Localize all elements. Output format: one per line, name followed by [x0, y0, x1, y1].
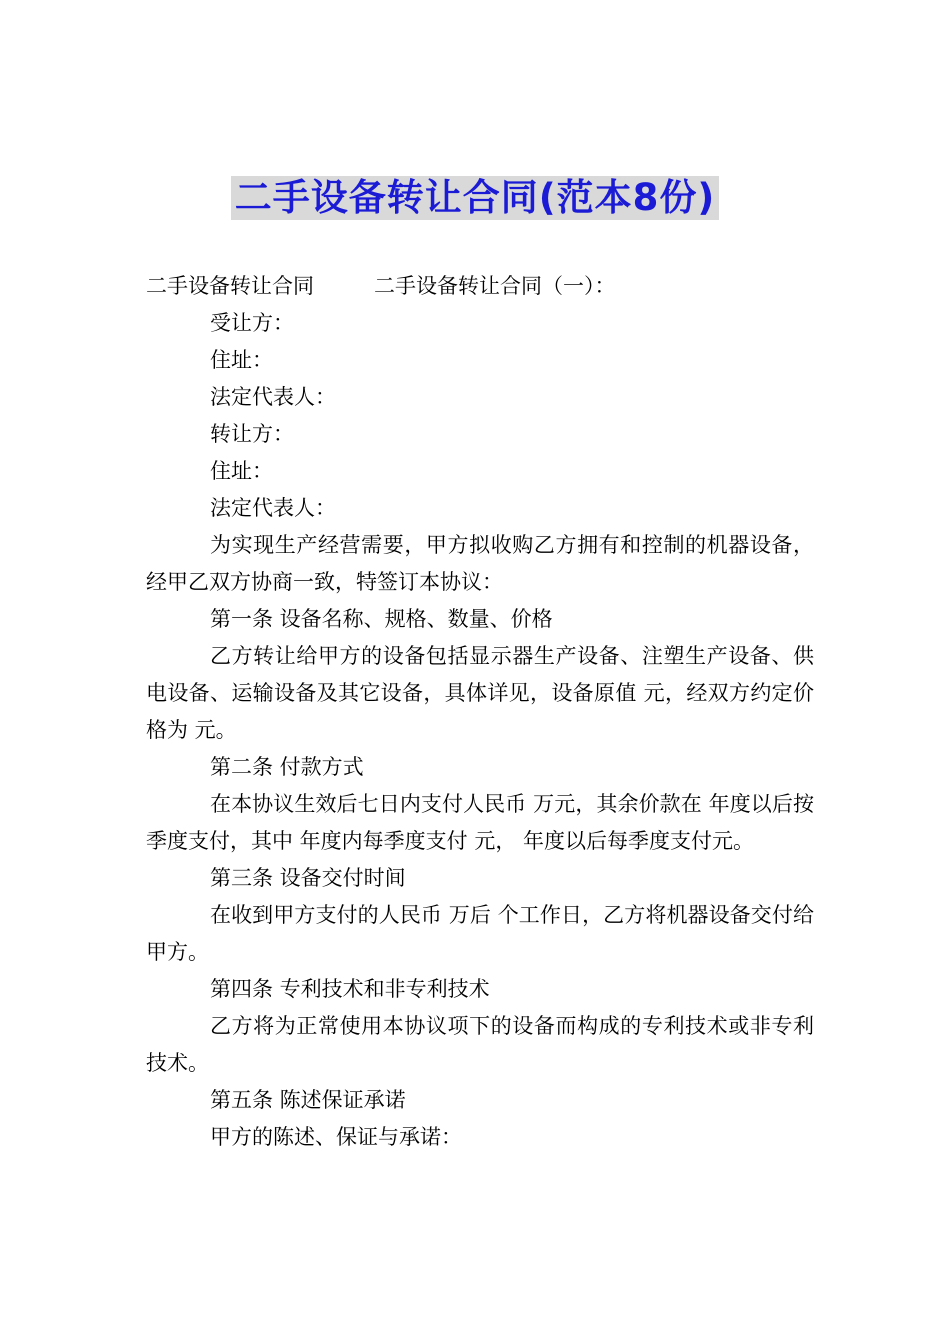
- text-line: 第三条 设备交付时间: [210, 866, 406, 890]
- first-line-right: 二手设备转让合同（一）：: [374, 274, 616, 298]
- paragraph: 在本协议生效后七日内支付人民币 万元，其余价款在 年度以后按季度支付，其中 年度内每季度支付 元， 年度以后每季度支付元。: [146, 792, 814, 853]
- paragraph: 在收到甲方支付的人民币 万后 个工作日，乙方将机器设备交付给甲方。: [146, 903, 814, 964]
- text-line: 住址：: [210, 348, 273, 372]
- text-line: 受让方：: [210, 311, 294, 335]
- first-line: [146, 268, 814, 305]
- text-line: 第一条 设备名称、规格、数量、价格: [210, 607, 553, 631]
- text-line: 转让方：: [210, 422, 294, 446]
- text-line: 第四条 专利技术和非专利技术: [210, 977, 490, 1001]
- document-title: 二手设备转让合同(范本8份): [231, 176, 720, 220]
- text-line: 甲方的陈述、保证与承诺：: [210, 1125, 462, 1149]
- text-line: 法定代表人：: [210, 496, 336, 520]
- title-container: [0, 176, 950, 220]
- text-line: 住址：: [210, 459, 273, 483]
- text-line: 法定代表人：: [210, 385, 336, 409]
- first-line-left: 二手设备转让合同: [146, 274, 314, 298]
- text-line: 第二条 付款方式: [210, 755, 364, 779]
- paragraph: 为实现生产经营需要，甲方拟收购乙方拥有和控制的机器设备，经甲乙双方协商一致，特签订本协议：: [146, 533, 814, 594]
- paragraph: 乙方转让给甲方的设备包括显示器生产设备、注塑生产设备、供电设备、运输设备及其它设备，具体详见，设备原值 元，经双方约定价格为 元。: [146, 644, 814, 742]
- paragraph: 乙方将为正常使用本协议项下的设备而构成的专利技术或非专利技术。: [146, 1014, 814, 1075]
- document-body: [146, 268, 814, 1156]
- text-line: 第五条 陈述保证承诺: [210, 1088, 406, 1112]
